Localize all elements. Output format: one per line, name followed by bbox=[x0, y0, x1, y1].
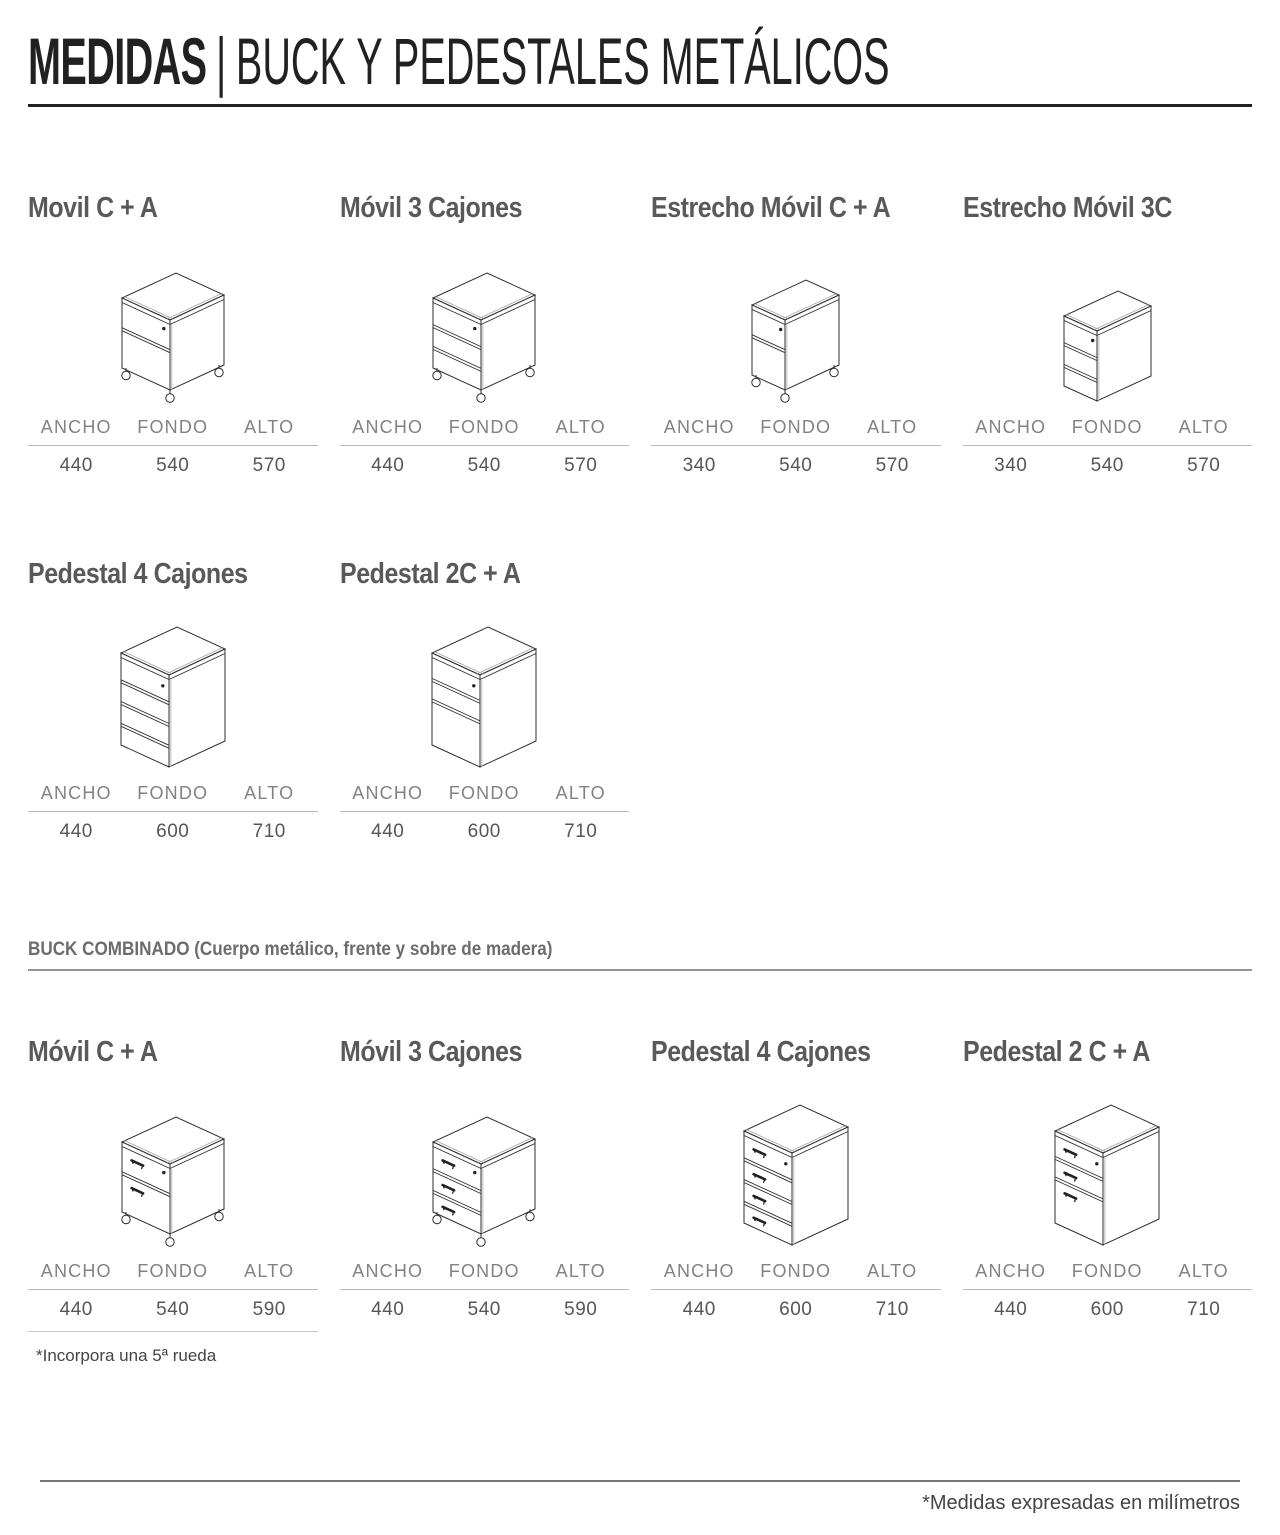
product-title bbox=[28, 1037, 318, 1069]
product-card bbox=[963, 193, 1253, 477]
dims-table-values bbox=[28, 812, 318, 843]
dims-table bbox=[28, 783, 318, 843]
product-title-text: Móvil 3 Cajones bbox=[339, 1036, 522, 1068]
product-figure bbox=[340, 591, 630, 783]
dims-table-header bbox=[28, 783, 318, 812]
product-title-text: Pedestal 4 Cajones bbox=[28, 558, 248, 590]
dims-table-values bbox=[651, 1290, 941, 1321]
dims-table bbox=[963, 417, 1253, 477]
section-heading-text: BUCK COMBINADO (Cuerpo metálico, frente y sobre de madera) bbox=[28, 939, 553, 960]
product-title-text: Estrecho Móvil 3C bbox=[962, 192, 1172, 224]
dims-table-header bbox=[340, 783, 630, 812]
dim-label-alto: ALTO bbox=[555, 1261, 606, 1281]
dim-value-ancho: 340 bbox=[994, 455, 1028, 476]
dim-value-fondo: 540 bbox=[467, 1299, 501, 1320]
dim-value-fondo: 600 bbox=[779, 1299, 813, 1320]
dims-table bbox=[651, 417, 941, 477]
dim-value-alto: 570 bbox=[564, 455, 598, 476]
dims-table-header bbox=[963, 417, 1253, 446]
product-card bbox=[651, 1037, 941, 1366]
section-heading bbox=[28, 939, 1252, 961]
dim-label-alto: ALTO bbox=[555, 417, 606, 437]
dim-value-alto: 570 bbox=[252, 455, 286, 476]
product-figure bbox=[340, 1069, 630, 1261]
dim-value-alto: 710 bbox=[252, 821, 286, 842]
dim-value-fondo: 600 bbox=[156, 821, 190, 842]
product-title bbox=[963, 193, 1253, 225]
dim-label-fondo: FONDO bbox=[137, 1261, 209, 1281]
dim-value-alto: 710 bbox=[1187, 1299, 1221, 1320]
dim-value-alto: 570 bbox=[875, 455, 909, 476]
dim-value-alto: 710 bbox=[564, 821, 598, 842]
dim-value-ancho: 440 bbox=[994, 1299, 1028, 1320]
dim-label-alto: ALTO bbox=[244, 783, 295, 803]
product-card bbox=[28, 559, 318, 843]
dim-label-ancho: ANCHO bbox=[40, 1261, 112, 1281]
product-title-text: Pedestal 2 C + A bbox=[962, 1036, 1150, 1068]
product-title bbox=[963, 1037, 1253, 1069]
page-title-strong: MEDIDAS bbox=[28, 24, 207, 98]
dim-label-ancho: ANCHO bbox=[663, 417, 735, 437]
dims-table-header bbox=[651, 1261, 941, 1290]
mobile-pedestal-drawer-file-illustration bbox=[120, 271, 226, 403]
section-heading-wrap bbox=[28, 939, 1252, 971]
page-title-divider: | bbox=[216, 24, 227, 98]
dim-value-fondo: 540 bbox=[1090, 455, 1124, 476]
product-card bbox=[963, 1037, 1253, 1366]
product-grid bbox=[28, 1037, 1252, 1366]
product-title bbox=[340, 1037, 630, 1069]
dims-table bbox=[28, 1261, 318, 1332]
product-title-text: Pedestal 4 Cajones bbox=[651, 1036, 871, 1068]
dims-table bbox=[340, 1261, 630, 1321]
dim-value-ancho: 440 bbox=[371, 1299, 405, 1320]
dims-table-values bbox=[963, 446, 1253, 477]
dims-table-values bbox=[340, 446, 630, 477]
combined-mobile-pedestal-drawer-file-illustration bbox=[120, 1115, 226, 1247]
dims-table-values bbox=[28, 1290, 318, 1332]
product-figure bbox=[340, 225, 630, 417]
dim-label-ancho: ANCHO bbox=[352, 417, 424, 437]
dim-value-ancho: 440 bbox=[59, 455, 93, 476]
dims-table bbox=[340, 417, 630, 477]
dim-label-fondo: FONDO bbox=[760, 1261, 832, 1281]
product-figure bbox=[28, 591, 318, 783]
dim-label-fondo: FONDO bbox=[137, 783, 209, 803]
dim-value-alto: 590 bbox=[252, 1299, 286, 1320]
product-footnote: *Incorpora una 5ª rueda bbox=[36, 1346, 217, 1365]
product-title-text: Móvil 3 Cajones bbox=[339, 192, 522, 224]
narrow-mobile-pedestal-3-drawers-illustration bbox=[1062, 289, 1153, 403]
dim-label-fondo: FONDO bbox=[1071, 417, 1143, 437]
product-title bbox=[340, 193, 630, 225]
product-figure bbox=[963, 225, 1253, 417]
dim-label-ancho: ANCHO bbox=[40, 417, 112, 437]
sections bbox=[28, 193, 1252, 1366]
page-title-subtitle: BUCK Y PEDESTALES METÁLICOS bbox=[235, 24, 890, 98]
dim-label-ancho: ANCHO bbox=[975, 417, 1047, 437]
dim-label-alto: ALTO bbox=[1178, 1261, 1229, 1281]
product-card bbox=[28, 193, 318, 477]
section-divider-line bbox=[28, 969, 1252, 971]
product-figure bbox=[963, 1069, 1253, 1261]
dims-table-header bbox=[28, 417, 318, 446]
dims-table-header bbox=[340, 1261, 630, 1290]
dim-label-alto: ALTO bbox=[867, 417, 918, 437]
combined-fixed-pedestal-2-drawers-file-illustration bbox=[1053, 1103, 1161, 1247]
product-title-text: Pedestal 2C + A bbox=[339, 558, 520, 590]
dim-value-ancho: 440 bbox=[59, 1299, 93, 1320]
product-grid bbox=[28, 193, 1252, 843]
dim-label-fondo: FONDO bbox=[1071, 1261, 1143, 1281]
dims-table-values bbox=[963, 1290, 1253, 1321]
product-figure bbox=[651, 225, 941, 417]
dim-value-fondo: 540 bbox=[779, 455, 813, 476]
dim-label-fondo: FONDO bbox=[448, 783, 520, 803]
dims-table bbox=[340, 783, 630, 843]
product-title bbox=[28, 559, 318, 591]
dim-label-alto: ALTO bbox=[867, 1261, 918, 1281]
page-title bbox=[28, 24, 1252, 98]
dim-label-ancho: ANCHO bbox=[40, 783, 112, 803]
product-figure bbox=[28, 1069, 318, 1261]
page-footer bbox=[40, 1480, 1240, 1515]
fixed-pedestal-2-drawers-file-illustration bbox=[430, 625, 538, 769]
dim-label-alto: ALTO bbox=[244, 1261, 295, 1281]
product-title bbox=[651, 1037, 941, 1069]
dims-table bbox=[651, 1261, 941, 1321]
dim-value-alto: 570 bbox=[1187, 455, 1221, 476]
dims-table-header bbox=[28, 1261, 318, 1290]
dims-table-header bbox=[651, 417, 941, 446]
dim-value-alto: 710 bbox=[875, 1299, 909, 1320]
combined-mobile-pedestal-3-drawers-illustration bbox=[431, 1115, 537, 1247]
dim-value-fondo: 540 bbox=[467, 455, 501, 476]
dim-value-ancho: 340 bbox=[682, 455, 716, 476]
dim-label-fondo: FONDO bbox=[760, 417, 832, 437]
dim-value-fondo: 600 bbox=[467, 821, 501, 842]
dim-value-fondo: 540 bbox=[156, 455, 190, 476]
dims-table-values bbox=[340, 1290, 630, 1321]
dims-table-header bbox=[340, 417, 630, 446]
product-figure bbox=[28, 225, 318, 417]
dim-label-alto: ALTO bbox=[555, 783, 606, 803]
dim-label-fondo: FONDO bbox=[448, 417, 520, 437]
dim-label-fondo: FONDO bbox=[137, 417, 209, 437]
product-card bbox=[340, 1037, 630, 1366]
dims-table bbox=[28, 417, 318, 477]
footer-note: *Medidas expresadas en milímetros bbox=[922, 1492, 1240, 1514]
dim-value-ancho: 440 bbox=[59, 821, 93, 842]
dims-table-values bbox=[28, 446, 318, 477]
narrow-mobile-pedestal-drawer-file-illustration bbox=[750, 278, 841, 403]
product-card bbox=[340, 193, 630, 477]
product-card bbox=[651, 193, 941, 477]
page-header bbox=[28, 24, 1252, 107]
dims-table-values bbox=[651, 446, 941, 477]
product-figure bbox=[651, 1069, 941, 1261]
dim-label-ancho: ANCHO bbox=[663, 1261, 735, 1281]
dims-table-header bbox=[963, 1261, 1253, 1290]
product-card bbox=[340, 559, 630, 843]
dim-value-ancho: 440 bbox=[371, 821, 405, 842]
dim-label-alto: ALTO bbox=[1178, 417, 1229, 437]
dim-value-ancho: 440 bbox=[371, 455, 405, 476]
dim-value-fondo: 540 bbox=[156, 1299, 190, 1320]
dim-label-fondo: FONDO bbox=[448, 1261, 520, 1281]
dim-label-ancho: ANCHO bbox=[975, 1261, 1047, 1281]
product-title bbox=[340, 559, 630, 591]
product-title-text: Móvil C + A bbox=[28, 1036, 158, 1068]
product-title-text: Estrecho Móvil C + A bbox=[651, 192, 891, 224]
combined-fixed-pedestal-4-drawers-illustration bbox=[742, 1103, 850, 1247]
dim-value-alto: 590 bbox=[564, 1299, 598, 1320]
fixed-pedestal-4-drawers-illustration bbox=[119, 625, 227, 769]
product-title bbox=[651, 193, 941, 225]
product-card bbox=[28, 1037, 318, 1366]
dims-table-values bbox=[340, 812, 630, 843]
product-title-text: Movil C + A bbox=[28, 192, 158, 224]
dims-table bbox=[963, 1261, 1253, 1321]
product-title bbox=[28, 193, 318, 225]
mobile-pedestal-3-drawers-illustration bbox=[431, 271, 537, 403]
dim-value-ancho: 440 bbox=[682, 1299, 716, 1320]
dim-label-alto: ALTO bbox=[244, 417, 295, 437]
dim-value-fondo: 600 bbox=[1090, 1299, 1124, 1320]
dim-label-ancho: ANCHO bbox=[352, 783, 424, 803]
dim-label-ancho: ANCHO bbox=[352, 1261, 424, 1281]
